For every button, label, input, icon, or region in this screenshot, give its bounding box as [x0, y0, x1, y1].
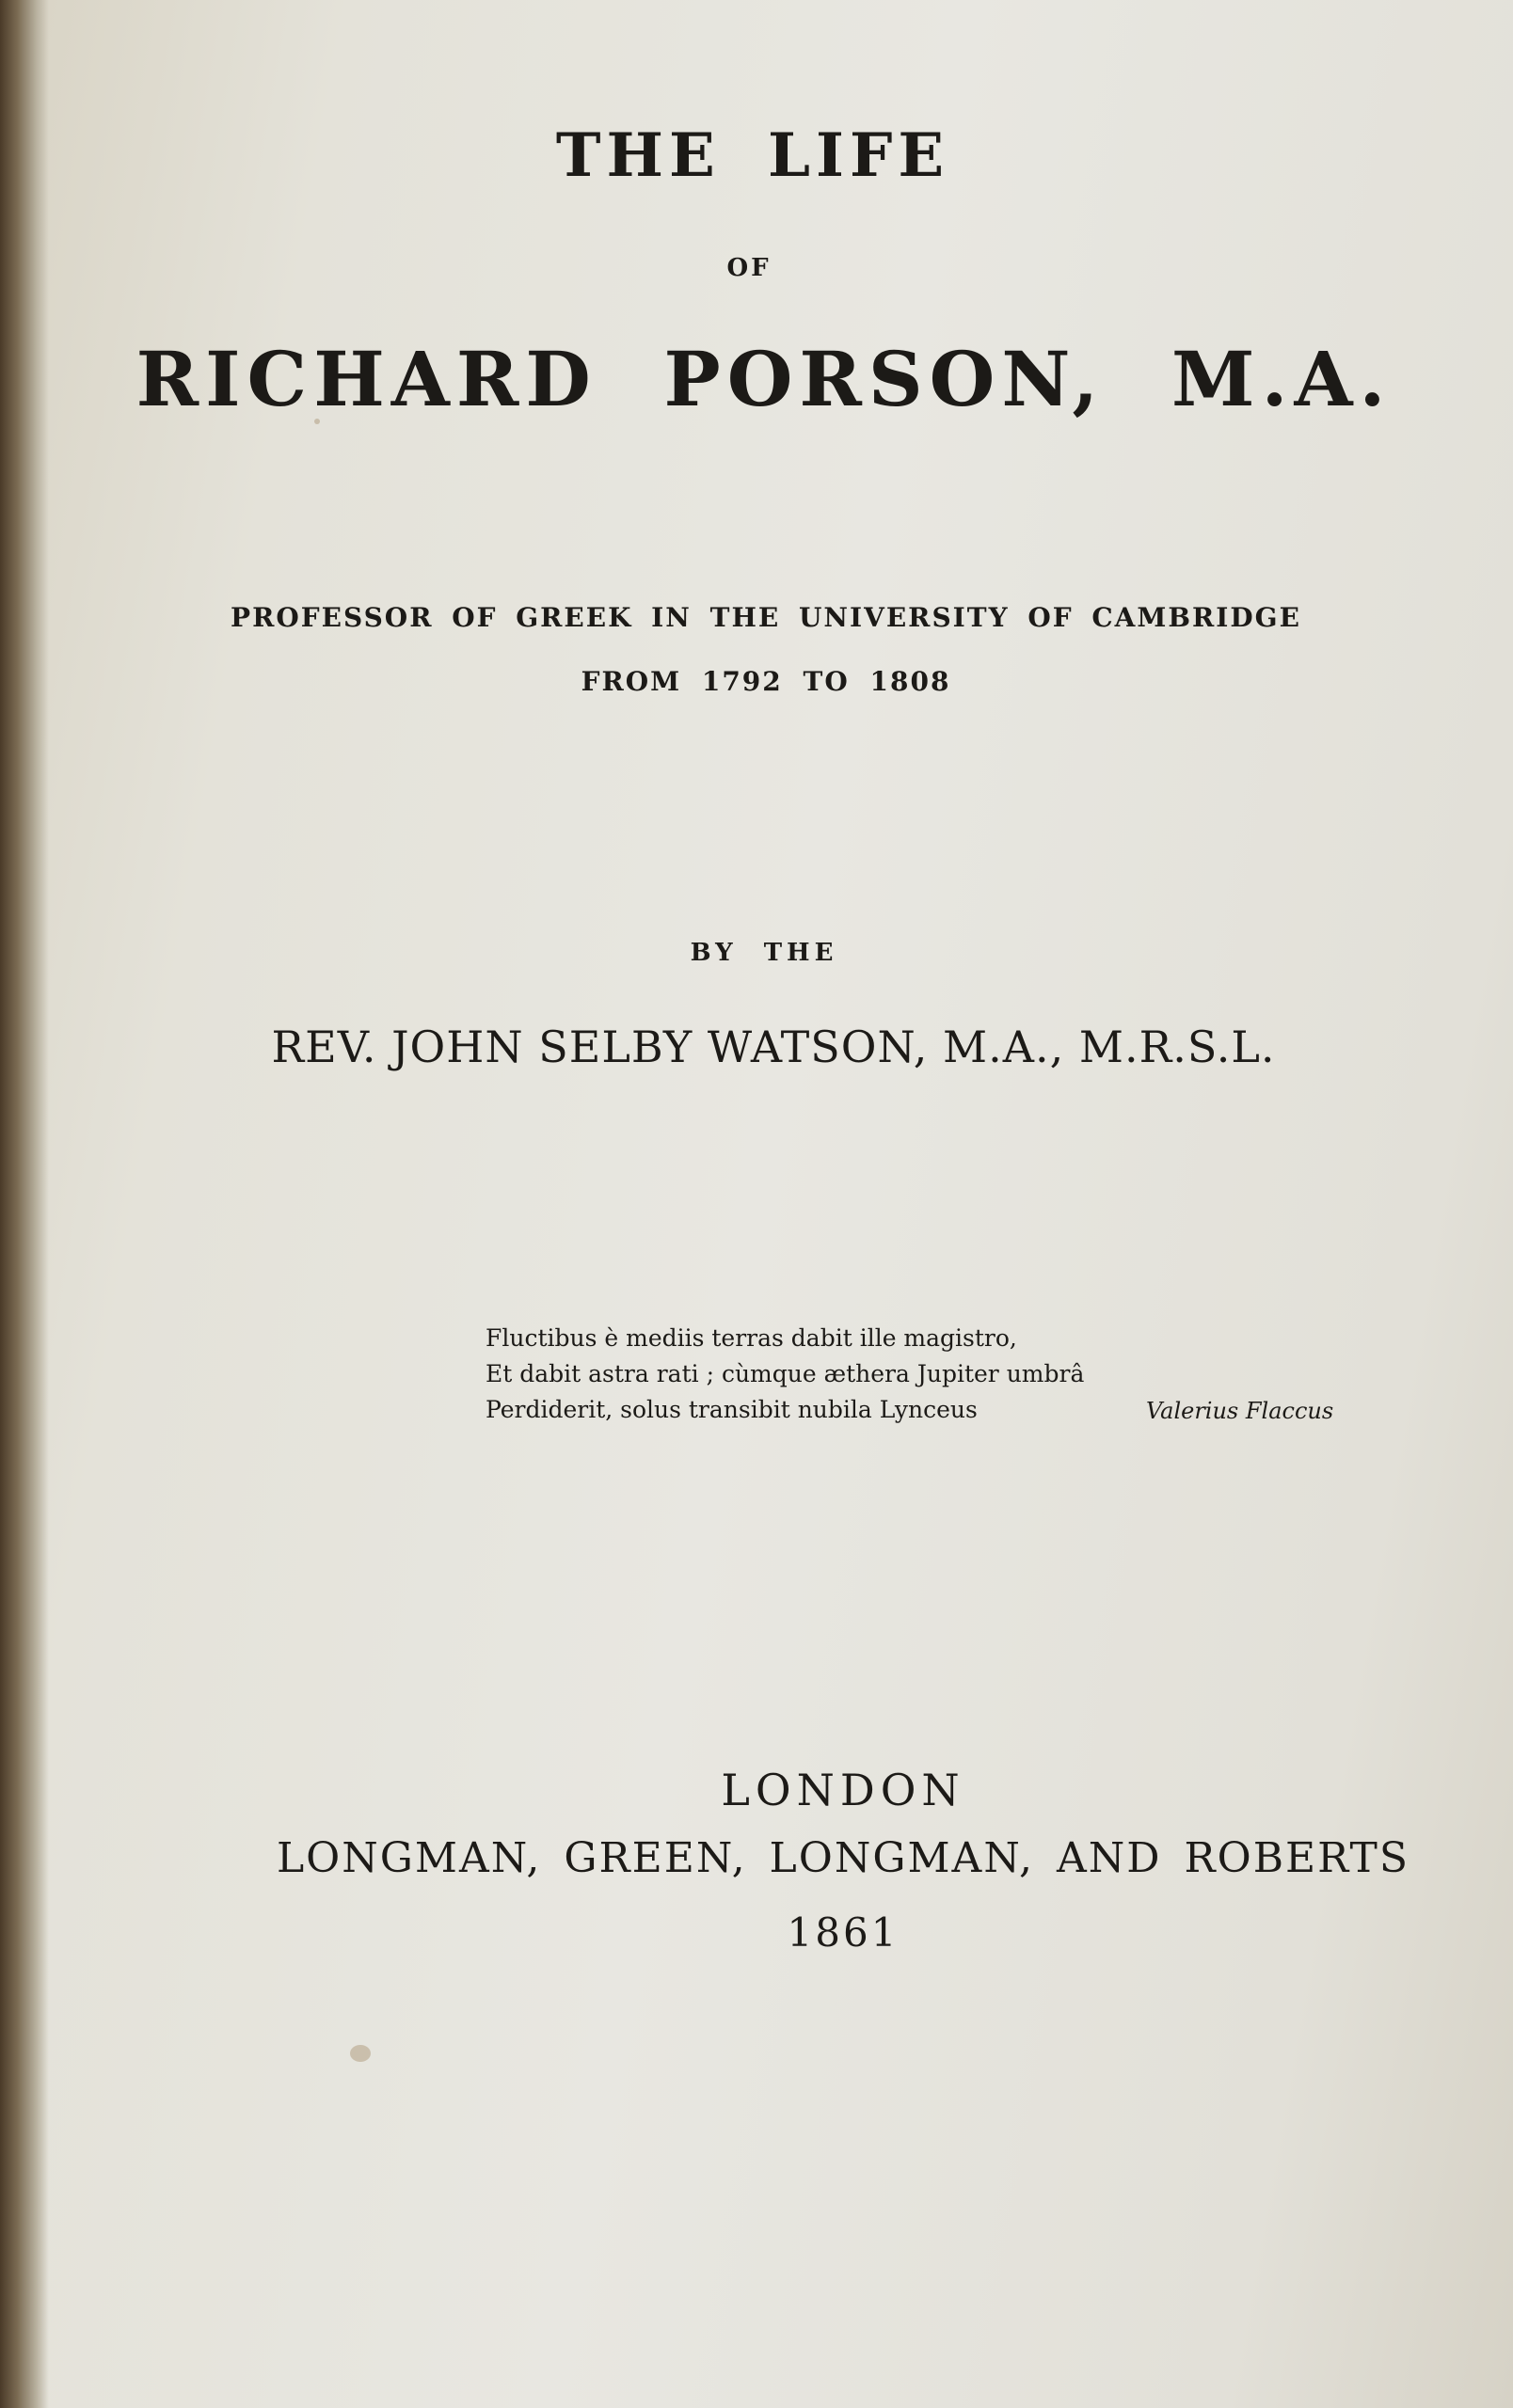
epigraph-line: Perdiderit, solus transibit nubila Lynceus — [486, 1396, 978, 1423]
title-subject-name: RICHARD PORSON, M.A. — [135, 335, 1393, 423]
subtitle-dates: FROM 1792 TO 1808 — [581, 666, 951, 697]
epigraph-line: Fluctibus è mediis terras dabit ille magistro, — [486, 1324, 1017, 1352]
title-line-the-life: THE LIFE — [555, 120, 950, 191]
author-name: REV. JOHN SELBY WATSON, M.A., M.R.S.L. — [271, 1022, 1276, 1072]
subtitle-professorship: PROFESSOR OF GREEK IN THE UNIVERSITY OF CAMBRIDGE — [231, 602, 1301, 633]
paper-stain — [350, 2045, 371, 2062]
imprint-publisher: LONGMAN, GREEN, LONGMAN, AND ROBERTS — [276, 1834, 1410, 1882]
imprint-year: 1861 — [787, 1909, 900, 1956]
title-of: OF — [726, 254, 772, 282]
imprint-city: LONDON — [721, 1765, 965, 1815]
epigraph — [486, 1321, 1084, 1428]
epigraph-line: Et dabit astra rati ; cùmque æthera Jupiter umbrâ — [486, 1360, 1085, 1387]
epigraph-attribution: Valerius Flaccus — [1146, 1398, 1334, 1424]
by-line: BY THE — [690, 939, 838, 967]
